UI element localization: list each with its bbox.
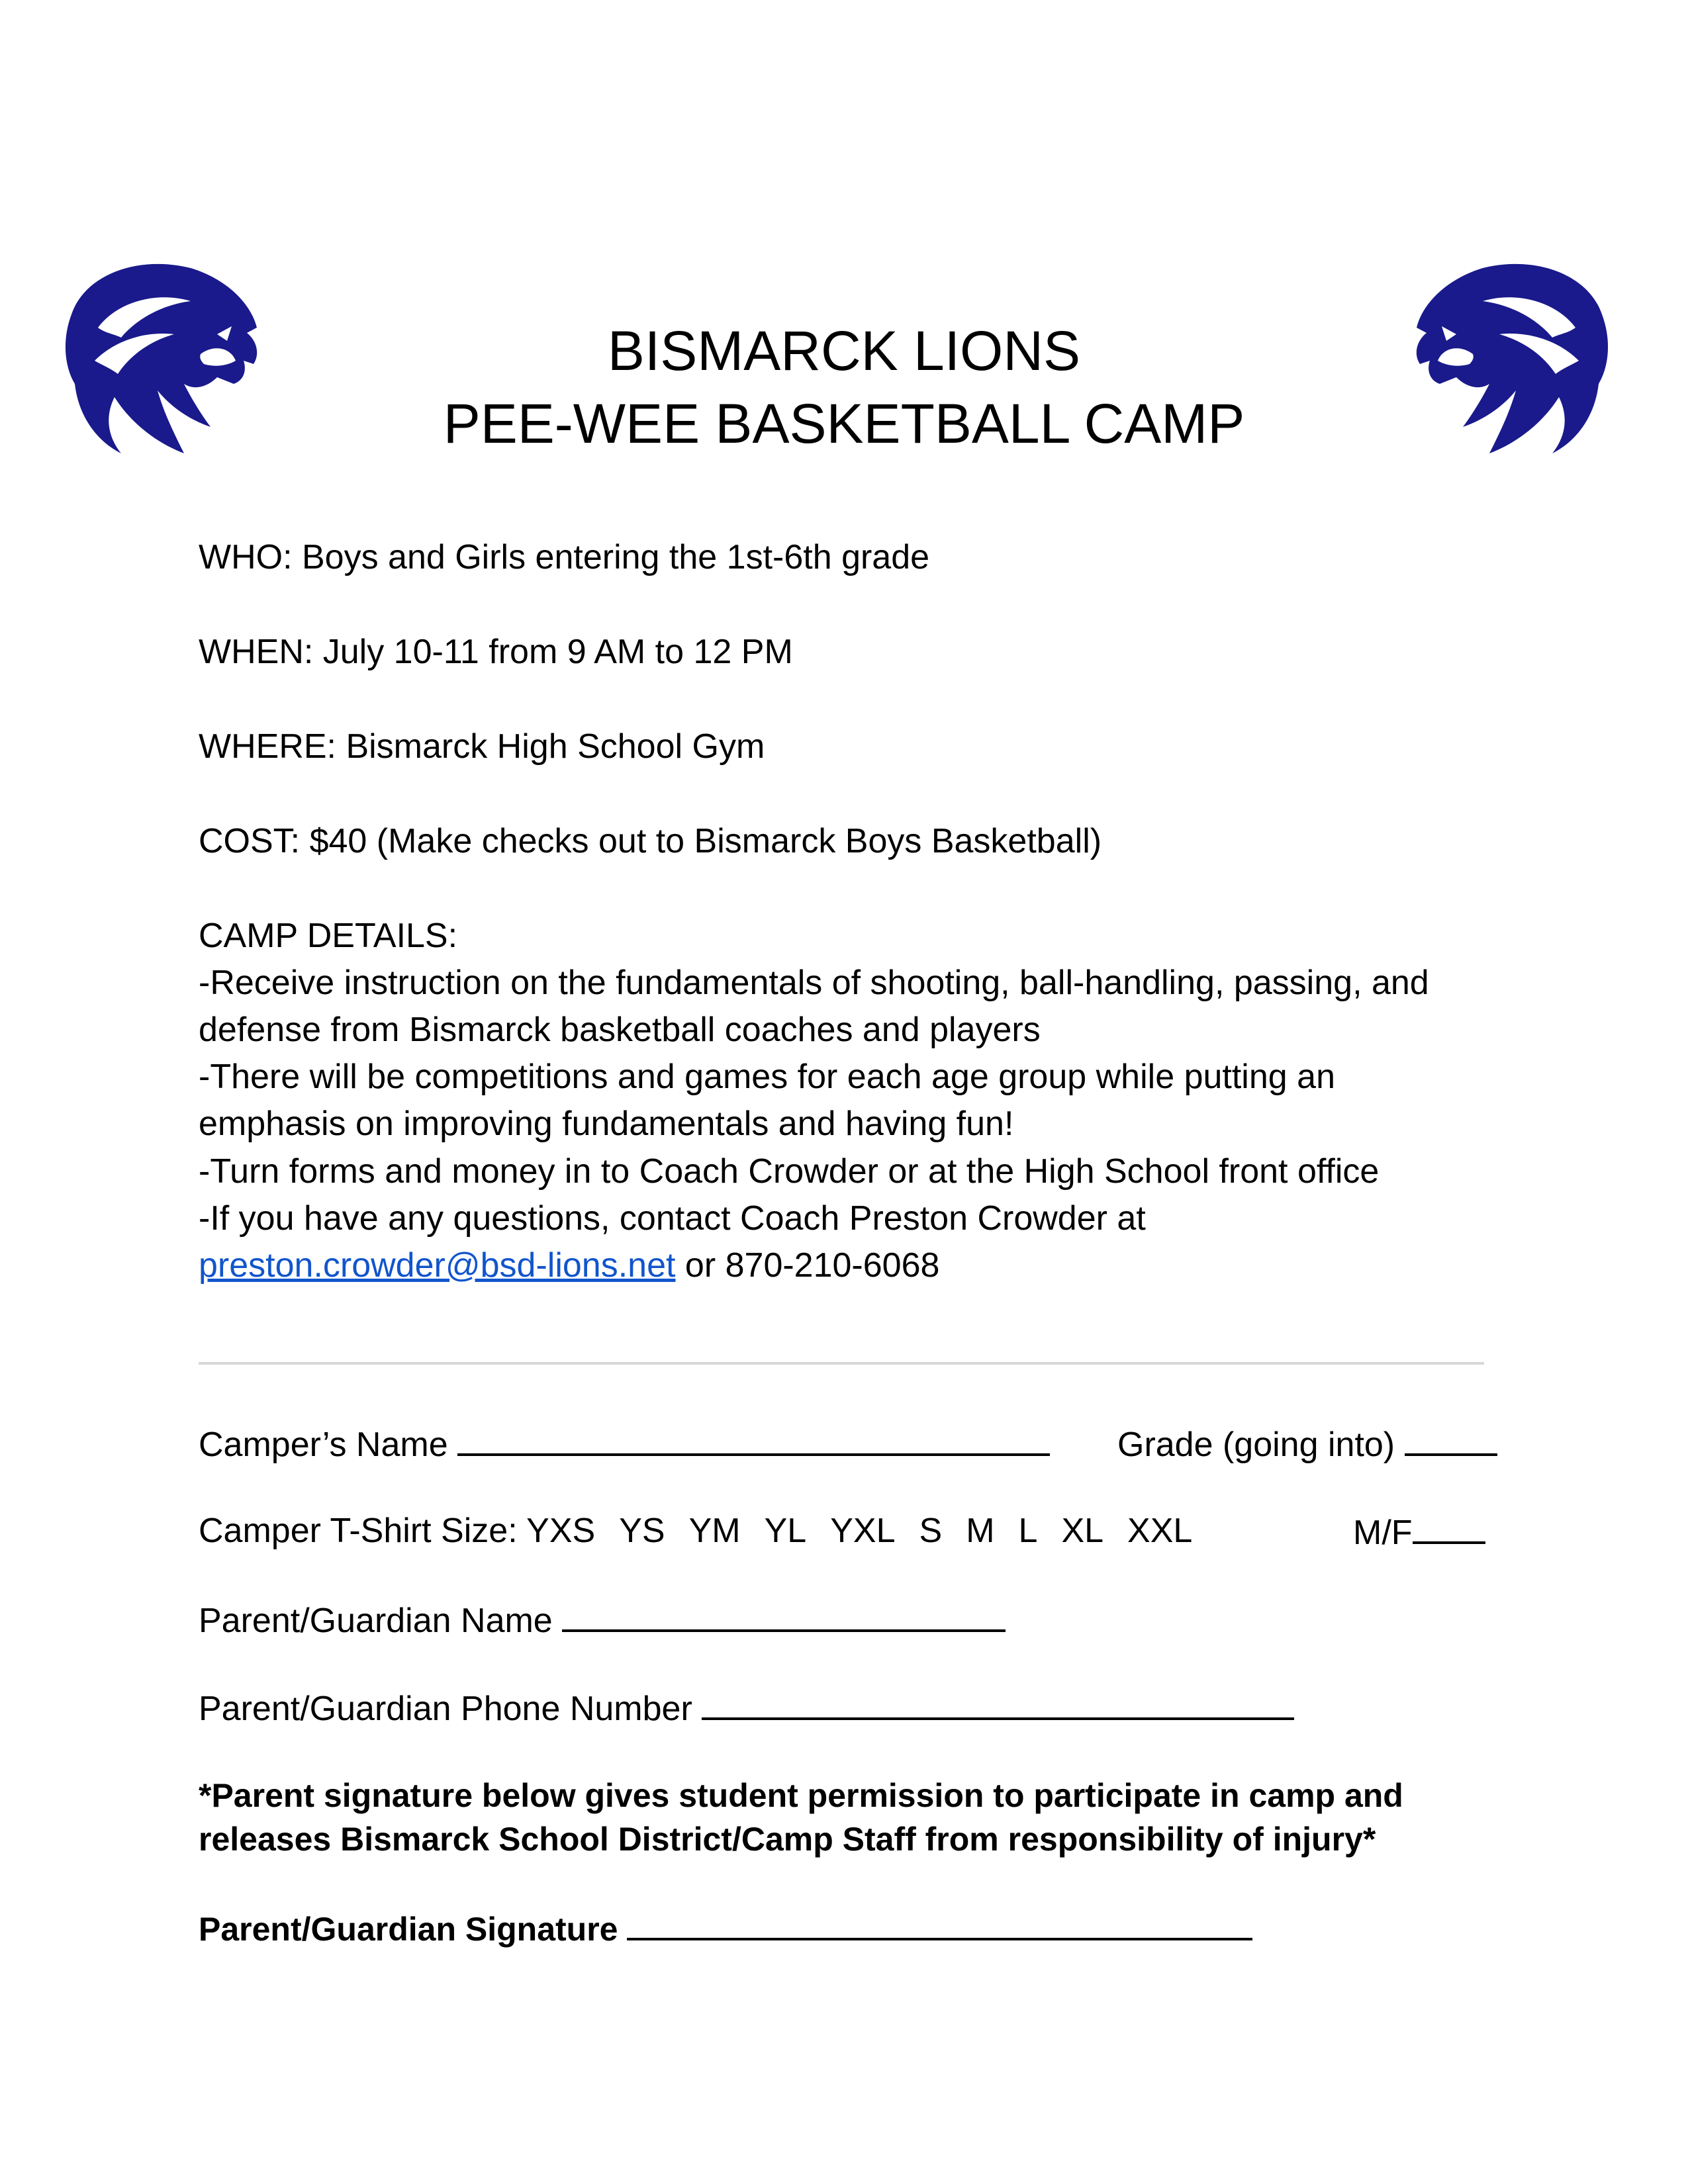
parent-name-row [199,1599,1006,1641]
parent-phone-field[interactable] [702,1687,1294,1720]
size-option[interactable]: YL [764,1512,807,1550]
title-line-2: PEE-WEE BASKETBALL CAMP [443,392,1245,455]
size-option[interactable]: L [1018,1512,1038,1550]
who-line: WHO: Boys and Girls entering the 1st-6th grade [199,538,930,576]
details-line: -Receive instruction on the fundamentals of shooting, ball-handling, passing, and [199,964,1429,1002]
grade-row [1117,1423,1497,1465]
signature-label: Parent/Guardian Signature [199,1911,628,1948]
tshirt-row [199,1511,1216,1551]
grade-label: Grade (going into) [1117,1426,1405,1464]
parent-name-label: Parent/Guardian Name [199,1602,563,1640]
contact-line [199,1246,939,1285]
camper-name-field[interactable] [457,1423,1050,1456]
permission-line: *Parent signature below gives student permission to participate in camp and [199,1777,1403,1814]
details-line: -There will be competitions and games for each age group while putting an [199,1058,1335,1096]
gender-label: M/F [1353,1514,1413,1552]
camper-name-label: Camper’s Name [199,1426,458,1464]
email-link[interactable]: preston.crowder@bsd-lions.net [199,1246,676,1285]
tshirt-label: Camper T-Shirt Size: [199,1512,527,1550]
divider [199,1362,1484,1365]
when-line: WHEN: July 10-11 from 9 AM to 12 PM [199,633,793,671]
size-option[interactable]: S [919,1512,943,1550]
where-line: WHERE: Bismarck High School Gym [199,727,765,766]
size-option[interactable]: YXL [830,1512,896,1550]
camper-name-row [199,1423,1050,1465]
gender-row [1353,1511,1485,1553]
permission-line: releases Bismarck School District/Camp Staff from responsibility of injury* [199,1821,1376,1858]
details-line: emphasis on improving fundamentals and having fun! [199,1105,1014,1143]
size-option[interactable]: XL [1061,1512,1104,1550]
phone-text: or 870-210-6068 [675,1246,940,1285]
details-heading: CAMP DETAILS: [199,917,458,955]
details-line: defense from Bismarck basketball coaches and players [199,1011,1041,1049]
size-option[interactable]: YXS [526,1512,596,1550]
cost-line: COST: $40 (Make checks out to Bismarck Boys Basketball) [199,822,1102,860]
size-option[interactable]: XXL [1127,1512,1193,1550]
size-option[interactable]: YM [688,1512,741,1550]
signature-row [199,1907,1252,1949]
title-line-1: BISMARCK LIONS [607,320,1081,382]
signature-field[interactable] [627,1907,1252,1940]
parent-name-field[interactable] [562,1599,1006,1632]
gender-field[interactable] [1413,1511,1485,1544]
details-line: -If you have any questions, contact Coach Preston Crowder at [199,1199,1146,1238]
parent-phone-label: Parent/Guardian Phone Number [199,1690,702,1728]
grade-field[interactable] [1405,1423,1497,1456]
parent-phone-row [199,1687,1294,1729]
size-option[interactable]: YS [619,1512,665,1550]
size-option[interactable]: M [966,1512,995,1550]
details-line: -Turn forms and money in to Coach Crowder or at the High School front office [199,1152,1380,1191]
